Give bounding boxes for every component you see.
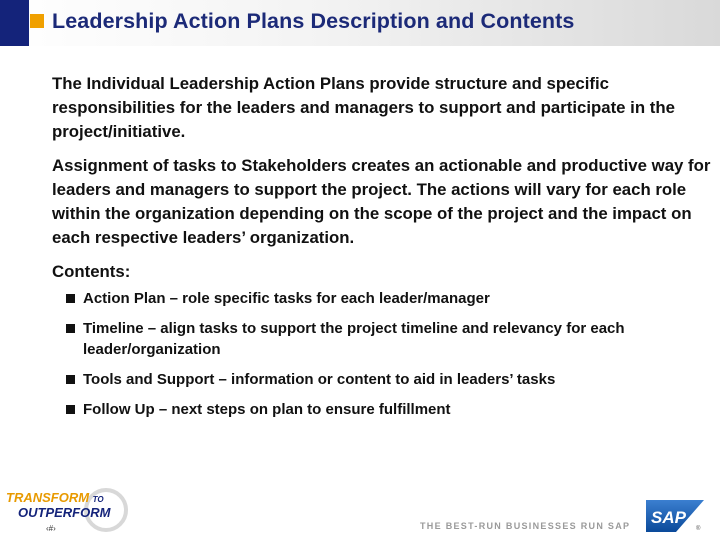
square-bullet-icon	[66, 375, 75, 384]
header-accent-square	[30, 14, 44, 28]
list-item	[66, 288, 712, 309]
list-item-text: Action Plan – role specific tasks for each leader/manager	[83, 290, 490, 307]
slide-title: Leadership Action Plans Description and Contents	[52, 9, 575, 33]
square-bullet-icon	[66, 294, 75, 303]
list-item-text: Tools and Support – information or content to aid in leaders’ tasks	[83, 371, 556, 388]
list-item-text: Timeline – align tasks to support the project timeline and relevancy for each leader/organization	[83, 320, 625, 358]
sap-logo-text: SAP	[651, 508, 686, 527]
transform-to-outperform-logo	[6, 488, 136, 538]
logo-text-transform: TRANSFORM	[6, 490, 90, 505]
slide-content	[52, 72, 712, 429]
logo-text-outperform: OUTPERFORM	[18, 505, 111, 520]
list-item-text: Follow Up – next steps on plan to ensure fulfillment	[83, 401, 451, 418]
page-number: ‹#›	[46, 524, 56, 533]
list-item	[66, 318, 712, 360]
list-item	[66, 399, 712, 420]
header-blue-block	[0, 0, 29, 46]
svg-text:®: ®	[696, 526, 701, 532]
sap-logo	[646, 500, 704, 532]
paragraph-assignment: Assignment of tasks to Stakeholders creates an actionable and productive way for leaders and managers to support the project. The actions will vary for each role within the organization depending on the scope of the project and the impact on each respective leaders’ organization.	[52, 156, 711, 247]
contents-list	[52, 288, 712, 420]
logo-text-to: TO	[92, 495, 104, 504]
square-bullet-icon	[66, 324, 75, 333]
list-item	[66, 369, 712, 390]
contents-label: Contents:	[52, 262, 131, 281]
footer-tagline: THE BEST-RUN BUSINESSES RUN SAP	[420, 521, 631, 531]
paragraph-intro: The Individual Leadership Action Plans provide structure and specific responsibilities for the leaders and managers to support and participate in the project/initiative.	[52, 74, 675, 141]
square-bullet-icon	[66, 405, 75, 414]
